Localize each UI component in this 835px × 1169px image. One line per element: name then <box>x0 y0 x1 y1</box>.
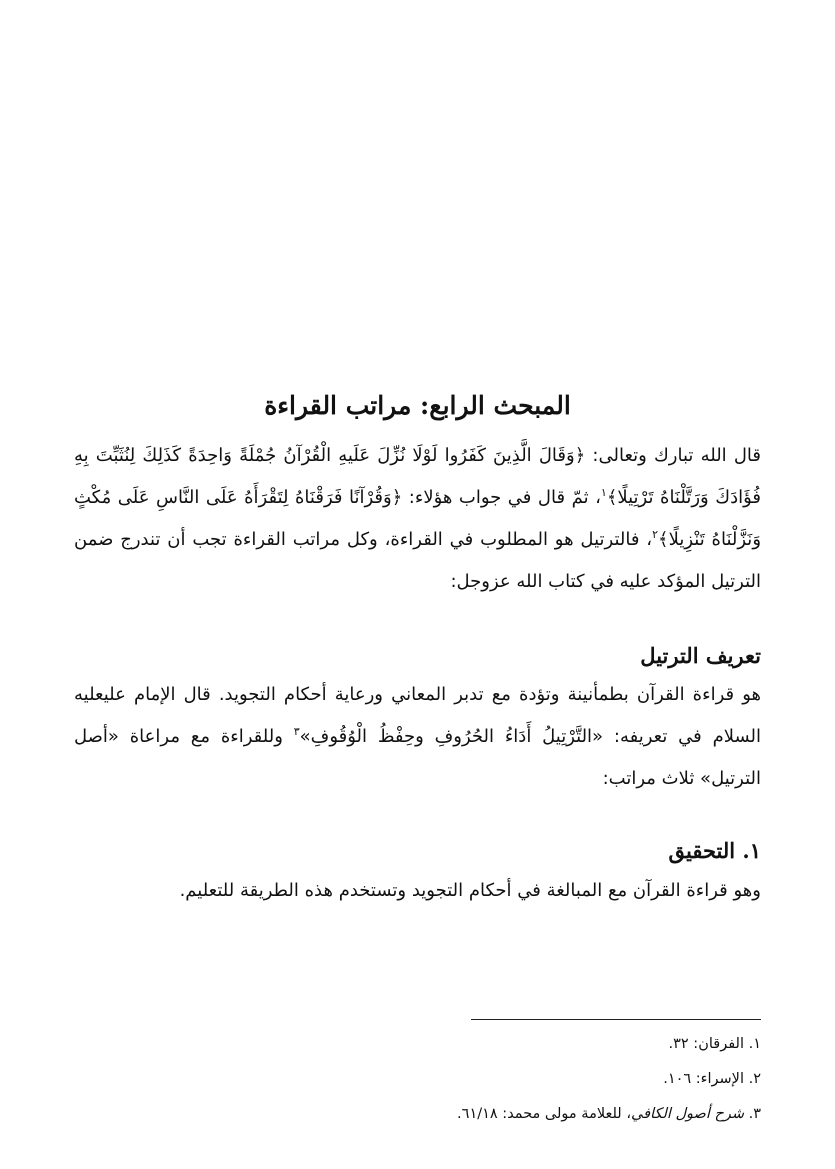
footnote-1: ١. الفرقان: ٣٢. <box>668 1036 761 1052</box>
intro-mid: ، ثمّ قال في جواب هؤلاء: <box>402 487 601 508</box>
intro-paragraph <box>74 435 761 603</box>
quran-verse-2: ﴿وَقُرْآنًا فَرَقْنَاهُ لِتَقْرَأَهُ عَلَى النَّاسِ عَلَى مُكْثٍ وَنَزَّلْنَاهُ تَنْزِيلًا﴾ <box>74 487 762 550</box>
level-1-heading: ١. التحقيق <box>668 838 761 864</box>
intro-lead: قال الله تبارك وتعالى: <box>585 445 761 466</box>
footnote-ref-3[interactable]: ٣ <box>293 725 300 739</box>
section-title: المبحث الرابع: مراتب القراءة <box>264 391 571 420</box>
main-content <box>74 388 761 912</box>
footnote-ref-1[interactable]: ١ <box>600 486 607 499</box>
definition-lead: هو قراءة القرآن بطمأنينة وتؤدة مع تدبر المعاني ورعاية أحكام التجويد. قال الإمام عليعليه السلام في تعريفه: <box>74 684 762 748</box>
footnote-3-suffix: ، للعلامة مولى محمد: ٦١/١٨. <box>457 1106 631 1122</box>
definition-heading: تعريف الترتيل <box>640 643 761 668</box>
definition-tail: وللقراءة مع مراعاة «أصل الترتيل» ثلاث مراتب: <box>74 726 761 790</box>
footnote-3 <box>161 1097 761 1132</box>
footnote-divider <box>471 1019 761 1020</box>
footnote-2: ٢. الإسراء: ١٠٦. <box>663 1071 761 1087</box>
footnote-3-prefix: ٣. <box>743 1106 761 1122</box>
intro-tail: ، فالترتيل هو المطلوب في القراءة، وكل مراتب القراءة تجب أن تندرج ضمن الترتيل المؤكد عليه في كتاب الله عزوجل: <box>74 529 761 592</box>
imam-quote: «التَّرْتِيلُ أَدَاءُ الحُرُوفِ وحِفْظُ الْوُقُوفِ» <box>299 726 604 748</box>
footnote-3-book-title: شرح أصول الكافي <box>631 1106 744 1122</box>
quran-verse-1: ﴿وَقَالَ الَّذِينَ كَفَرُوا لَوْلَا نُزِّلَ عَلَيهِ الْقُرْآنُ جُمْلَةً وَاحِدَةً كَذَلِكَ لِنُثَبِّتَ بِهِ فُؤَادَكَ وَرَتَّلْنَاهُ تَرْتِيلًا﴾ <box>74 445 761 508</box>
level-1-paragraph: وهو قراءة القرآن مع المبالغة في أحكام التجويد وتستخدم هذه الطريقة للتعليم. <box>179 879 761 901</box>
footnotes <box>161 1027 761 1132</box>
footnote-ref-2[interactable]: ٢ <box>652 528 659 541</box>
definition-paragraph <box>74 674 761 800</box>
